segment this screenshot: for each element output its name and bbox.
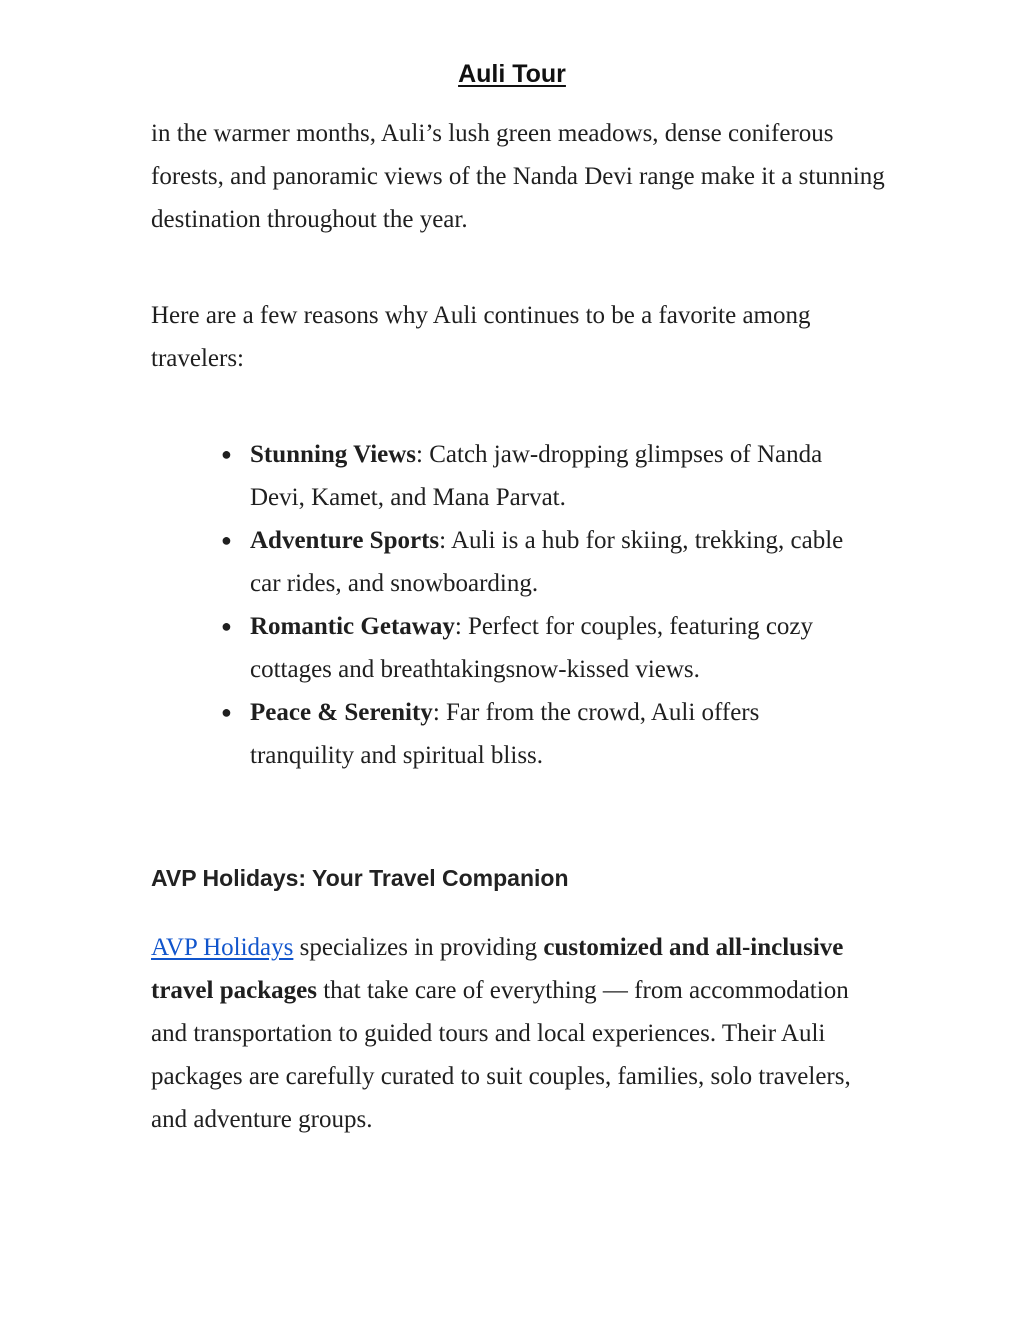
reason-text: : Perfect for couples, featuring cozy cottages and breathtakingsnow-kissed views. [250, 613, 814, 683]
list-item [221, 433, 865, 519]
list-item [221, 605, 865, 691]
reason-title: Romantic Getaway [250, 613, 455, 640]
bullet-icon: ● [221, 702, 232, 722]
paragraph-bold-text: customized and all-inclusive travel packages [151, 934, 844, 1004]
bullet-icon: ● [221, 530, 232, 550]
avp-paragraph [151, 926, 871, 1141]
reason-text: : Auli is a hub for skiing, trekking, cable car rides, and snowboarding. [250, 527, 844, 597]
reason-title: Peace & Serenity [250, 699, 433, 726]
reasons-intro-paragraph: Here are a few reasons why Auli continues to be a favorite among travelers: [151, 302, 811, 372]
section-heading: AVP Holidays: Your Travel Companion [151, 865, 569, 891]
reason-text: : Far from the crowd, Auli offers tranquility and spiritual bliss. [250, 699, 760, 769]
page-header-title: Auli Tour [458, 60, 566, 88]
bullet-icon: ● [221, 444, 232, 464]
list-item [221, 691, 865, 777]
reason-title: Stunning Views [250, 441, 417, 468]
list-item [221, 519, 865, 605]
paragraph-text: specializes in providing [293, 934, 544, 961]
avp-holidays-link[interactable]: AVP Holidays [151, 934, 294, 961]
reason-text: : Catch jaw-dropping glimpses of Nanda Devi, Kamet, and Mana Parvat. [250, 441, 823, 511]
reasons-list [151, 433, 891, 777]
document-body [151, 112, 891, 1141]
reason-title: Adventure Sports [250, 527, 440, 554]
bullet-icon: ● [221, 616, 232, 636]
intro-paragraph: in the warmer months, Auli’s lush green meadows, dense coniferous forests, and panoramic views of the Nanda Devi range make it a stunning destination throughout the year. [151, 120, 885, 233]
paragraph-text: that take care of everything — from accommodation and transportation to guided tours and local experiences. Their Auli packages are carefully curated to suit couples, families, solo travelers, and adventure groups. [151, 977, 851, 1133]
